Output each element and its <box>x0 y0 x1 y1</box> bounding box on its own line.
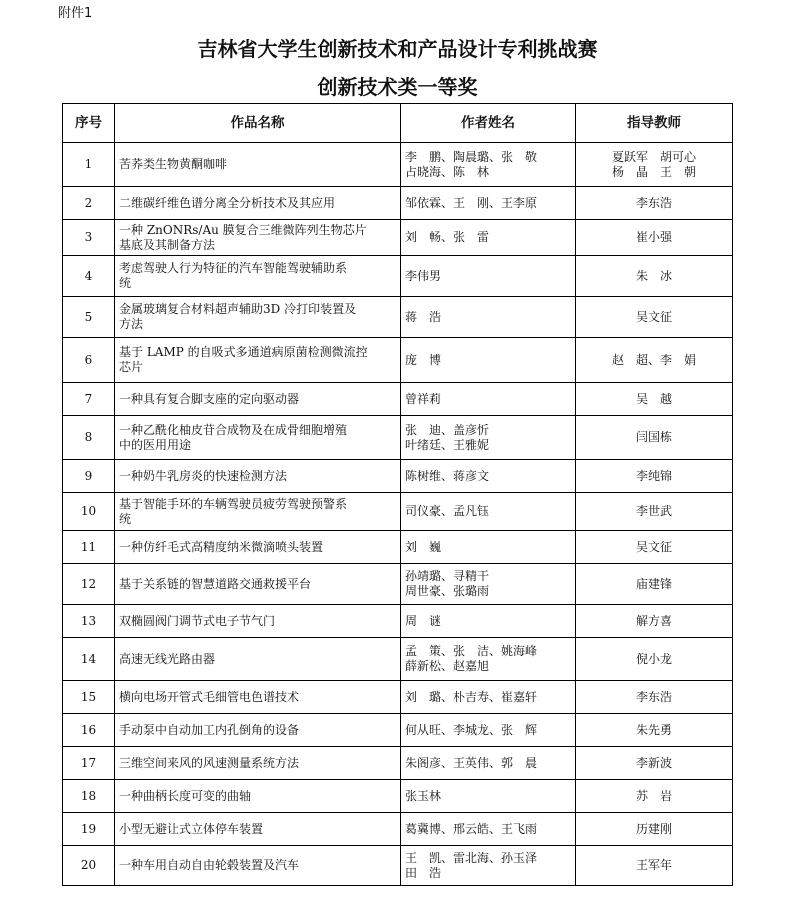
cell-work <box>115 187 401 220</box>
cell-advisor-line: 朱 冰 <box>635 268 672 283</box>
table-row <box>63 638 733 681</box>
cell-work <box>115 338 401 383</box>
table-row <box>63 460 733 493</box>
cell-work-line: 金属玻璃复合材料超声辅助3D 冷打印装置及 <box>119 302 357 316</box>
cell-authors-line: 陈树维、蒋彦文 <box>405 468 490 483</box>
cell-advisor-line: 崔小强 <box>635 230 672 244</box>
cell-work-line: 中的医用用途 <box>119 437 192 452</box>
cell-work <box>115 256 401 297</box>
cell-authors <box>401 846 576 886</box>
cell-advisor-line: 李东浩 <box>635 195 672 210</box>
cell-authors-line: 刘 巍 <box>405 539 442 554</box>
cell-no: 8 <box>63 416 115 460</box>
cell-authors <box>401 638 576 681</box>
cell-authors-line: 朱阁彦、王英伟、郭 晨 <box>405 755 538 770</box>
cell-authors-line: 占晓海、陈 林 <box>405 164 490 179</box>
table-row <box>63 256 733 297</box>
document-title: 吉林省大学生创新技术和产品设计专利挑战赛 <box>197 37 598 61</box>
cell-work-line: 基于关系链的智慧道路交通救援平台 <box>119 576 312 591</box>
table-row <box>63 846 733 886</box>
cell-no: 14 <box>63 638 115 681</box>
cell-authors-line: 薛新松、赵嘉旭 <box>405 659 490 673</box>
cell-advisor <box>576 846 733 886</box>
cell-no: 4 <box>63 256 115 297</box>
cell-work <box>115 714 401 747</box>
cell-no: 1 <box>63 143 115 187</box>
cell-authors <box>401 531 576 564</box>
table-row <box>63 747 733 780</box>
cell-advisor <box>576 256 733 297</box>
cell-advisor <box>576 383 733 416</box>
table-row <box>63 531 733 564</box>
cell-advisor-line: 杨 晶 王 朝 <box>611 164 696 179</box>
cell-advisor-line: 朱先勇 <box>635 722 672 737</box>
table-row <box>63 714 733 747</box>
cell-work-line: 二维碳纤维色谱分离全分析技术及其应用 <box>119 195 336 210</box>
cell-work-line: 基于智能手环的车辆驾驶员疲劳驾驶预警系 <box>119 496 348 511</box>
cell-work <box>115 747 401 780</box>
cell-work <box>115 220 401 256</box>
cell-advisor <box>576 564 733 605</box>
annex-label: 附件1 <box>58 6 93 21</box>
table-row <box>63 297 733 338</box>
cell-work-line: 考虑驾驶人行为特征的汽车智能驾驶辅助系 <box>119 261 348 275</box>
cell-advisor <box>576 493 733 531</box>
header-advisor: 指导教师 <box>576 104 733 143</box>
cell-advisor <box>576 638 733 681</box>
cell-no: 9 <box>63 460 115 493</box>
cell-advisor-line: 李东浩 <box>635 689 672 704</box>
cell-no: 5 <box>63 297 115 338</box>
cell-work <box>115 493 401 531</box>
cell-authors-line: 叶绪廷、王雅妮 <box>405 437 490 452</box>
cell-work-line: 统 <box>119 511 132 526</box>
cell-advisor <box>576 187 733 220</box>
cell-advisor <box>576 605 733 638</box>
table-row <box>63 681 733 714</box>
cell-no: 19 <box>63 813 115 846</box>
table-row <box>63 187 733 220</box>
cell-authors-line: 张玉林 <box>405 788 442 803</box>
cell-advisor-line: 李世武 <box>635 504 672 518</box>
document-subtitle: 创新技术类一等奖 <box>317 75 478 99</box>
cell-authors-line: 何从旺、李城龙、张 辉 <box>405 722 538 737</box>
cell-work-line: 小型无避让式立体停车装置 <box>119 821 264 836</box>
cell-advisor <box>576 297 733 338</box>
cell-work <box>115 143 401 187</box>
cell-authors <box>401 416 576 460</box>
table-row <box>63 493 733 531</box>
cell-work-line: 苦荞类生物黄酮咖啡 <box>119 157 228 171</box>
cell-authors <box>401 714 576 747</box>
table-row <box>63 220 733 256</box>
cell-authors <box>401 605 576 638</box>
cell-no: 3 <box>63 220 115 256</box>
cell-authors-line: 孙靖璐、寻精干 <box>405 569 490 583</box>
cell-authors-line: 周世豪、张璐雨 <box>405 584 490 598</box>
cell-authors <box>401 493 576 531</box>
cell-work-line: 方法 <box>119 317 144 331</box>
cell-work-line: 一种曲柄长度可变的曲轴 <box>119 788 252 803</box>
cell-authors-line: 周 谜 <box>405 613 442 628</box>
cell-authors-line: 刘 畅、张 雷 <box>405 230 490 244</box>
cell-advisor <box>576 747 733 780</box>
cell-advisor <box>576 780 733 813</box>
cell-work <box>115 681 401 714</box>
cell-work-line: 双椭圆阀门调节式电子节气门 <box>119 613 276 628</box>
table-body <box>63 143 733 886</box>
cell-work-line: 三维空间来风的风速测量系统方法 <box>119 755 300 770</box>
cell-work <box>115 846 401 886</box>
cell-work-line: 高速无线光路由器 <box>119 651 216 666</box>
cell-authors <box>401 187 576 220</box>
cell-authors-line: 庞 博 <box>405 352 442 367</box>
cell-no: 16 <box>63 714 115 747</box>
cell-authors <box>401 564 576 605</box>
table-header-row <box>63 104 733 143</box>
table-row <box>63 383 733 416</box>
cell-work <box>115 416 401 460</box>
table-row <box>63 143 733 187</box>
table-row <box>63 416 733 460</box>
cell-authors-line: 刘 璐、朴吉寿、崔嘉轩 <box>405 689 538 704</box>
cell-advisor-line: 吴 越 <box>635 391 672 406</box>
cell-no: 13 <box>63 605 115 638</box>
cell-authors-line: 李伟男 <box>405 268 442 283</box>
cell-authors <box>401 460 576 493</box>
cell-no: 18 <box>63 780 115 813</box>
cell-advisor-line: 赵 超、李 娟 <box>611 352 696 367</box>
cell-authors-line: 孟 策、张 洁、姚海峰 <box>405 644 538 658</box>
cell-work-line: 基于 LAMP 的自吸式多通道病原菌检测微流控 <box>119 345 368 359</box>
cell-no: 10 <box>63 493 115 531</box>
cell-authors <box>401 256 576 297</box>
cell-work-line: 一种仿纤毛式高精度纳米微滴喷头装置 <box>119 539 324 554</box>
cell-advisor <box>576 681 733 714</box>
header-authors: 作者姓名 <box>401 104 576 143</box>
cell-no: 2 <box>63 187 115 220</box>
cell-no: 17 <box>63 747 115 780</box>
cell-work <box>115 297 401 338</box>
cell-advisor-line: 王军年 <box>635 858 672 872</box>
cell-work <box>115 383 401 416</box>
cell-advisor <box>576 143 733 187</box>
cell-work <box>115 460 401 493</box>
cell-advisor-line: 解方喜 <box>635 613 672 628</box>
cell-authors-line: 李 鹏、陶晨璐、张 敬 <box>405 149 538 164</box>
cell-authors <box>401 297 576 338</box>
cell-no: 20 <box>63 846 115 886</box>
cell-advisor-line: 李新波 <box>635 755 672 770</box>
cell-no: 12 <box>63 564 115 605</box>
cell-authors-line: 田 浩 <box>405 865 442 880</box>
cell-authors-line: 蒋 浩 <box>405 309 442 324</box>
header-no: 序号 <box>63 104 115 143</box>
cell-advisor-line: 倪小龙 <box>635 651 672 666</box>
cell-work-line: 一种车用自动自由轮毂装置及汽车 <box>119 858 300 872</box>
cell-work-line: 一种乙酰化柚皮苷合成物及在成骨细胞增殖 <box>119 422 348 437</box>
table-row <box>63 813 733 846</box>
cell-work <box>115 638 401 681</box>
cell-advisor <box>576 220 733 256</box>
cell-work-line: 一种奶牛乳房炎的快速检测方法 <box>119 468 288 483</box>
table-row <box>63 564 733 605</box>
cell-advisor-line: 吴文征 <box>635 539 672 554</box>
cell-work-line: 一种具有复合脚支座的定向驱动器 <box>119 391 300 406</box>
cell-authors <box>401 220 576 256</box>
cell-authors-line: 曾祥莉 <box>405 391 442 406</box>
cell-advisor-line: 吴文征 <box>635 309 672 324</box>
cell-authors-line: 葛冀博、邢云皓、王飞雨 <box>405 821 538 836</box>
cell-work <box>115 531 401 564</box>
awards-table <box>62 103 733 886</box>
table-row <box>63 780 733 813</box>
cell-advisor-line: 闫国栋 <box>635 430 672 444</box>
cell-work <box>115 813 401 846</box>
cell-work <box>115 564 401 605</box>
cell-advisor-line: 庙建锋 <box>635 576 672 591</box>
cell-advisor-line: 历建刚 <box>635 821 672 836</box>
cell-no: 7 <box>63 383 115 416</box>
cell-work-line: 统 <box>119 276 132 290</box>
cell-authors-line: 张 迪、盖彦忻 <box>405 422 490 437</box>
cell-work-line: 手动泵中自动加工内孔倒角的设备 <box>119 722 300 737</box>
cell-advisor-line: 李纯锦 <box>635 468 672 483</box>
cell-authors <box>401 338 576 383</box>
cell-advisor-line: 苏 岩 <box>635 788 672 803</box>
cell-advisor <box>576 531 733 564</box>
cell-authors <box>401 747 576 780</box>
cell-authors-line: 邹依霖、王 刚、王李原 <box>405 195 538 210</box>
cell-work-line: 横向电场开管式毛细管电色谱技术 <box>119 689 300 704</box>
cell-no: 15 <box>63 681 115 714</box>
cell-advisor <box>576 813 733 846</box>
cell-authors <box>401 143 576 187</box>
cell-work-line: 基底及其制备方法 <box>119 237 216 252</box>
cell-advisor <box>576 714 733 747</box>
cell-authors <box>401 813 576 846</box>
cell-authors-line: 司仪豪、孟凡钰 <box>405 504 490 518</box>
cell-authors <box>401 681 576 714</box>
table-row <box>63 605 733 638</box>
cell-advisor <box>576 416 733 460</box>
table-row <box>63 338 733 383</box>
cell-no: 6 <box>63 338 115 383</box>
cell-authors <box>401 383 576 416</box>
cell-work-line: 芯片 <box>119 360 144 374</box>
cell-advisor <box>576 338 733 383</box>
cell-work <box>115 780 401 813</box>
header-work: 作品名称 <box>115 104 401 143</box>
cell-authors-line: 王 凯、雷北海、孙玉泽 <box>405 850 538 865</box>
cell-advisor <box>576 460 733 493</box>
cell-authors <box>401 780 576 813</box>
cell-work-line: 一种 ZnONRs/Au 膜复合三维微阵列生物芯片 <box>119 222 367 237</box>
cell-work <box>115 605 401 638</box>
cell-no: 11 <box>63 531 115 564</box>
cell-advisor-line: 夏跃军 胡可心 <box>611 149 696 164</box>
